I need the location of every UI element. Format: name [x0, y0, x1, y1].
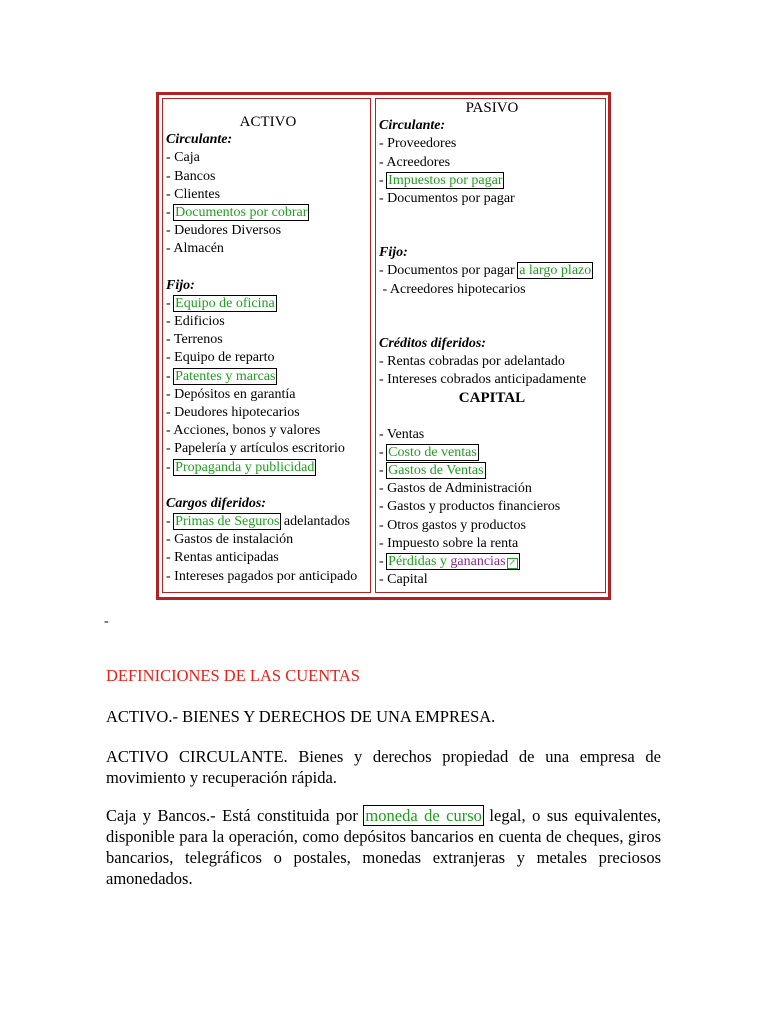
link-gastos-de-ventas[interactable]: Gastos de Ventas	[388, 463, 484, 479]
pasivo-creditos-label: Créditos diferidos:	[379, 335, 486, 351]
list-item: - Papelería y artículos escritorio	[166, 441, 345, 457]
activo-cargos-label: Cargos diferidos:	[166, 495, 266, 511]
list-item: - Deudores hipotecarios	[166, 405, 300, 421]
list-item: - Patentes y marcas	[166, 368, 276, 384]
list-item: - Gastos de Administración	[379, 481, 532, 497]
list-item: - Caja	[166, 150, 200, 166]
list-item: - Pérdidas y ganancias ↗	[379, 553, 605, 571]
list-item: - Intereses cobrados anticipadamente	[379, 372, 587, 388]
link-a-largo-plazo[interactable]: a largo plazo	[519, 263, 592, 279]
list-item: - Acreedores hipotecarios	[379, 281, 526, 297]
activo-column	[162, 98, 371, 593]
stray-dash: -	[104, 614, 109, 629]
capital-header: CAPITAL	[458, 390, 526, 407]
list-item: - Almacén	[166, 241, 224, 257]
list-item: - Bancos	[166, 168, 216, 184]
list-item: - Deudores Diversos	[166, 223, 282, 239]
list-item: - Gastos de Ventas	[379, 463, 484, 479]
list-item: - Impuestos por pagar	[379, 172, 503, 188]
activo-header: ACTIVO	[239, 114, 297, 130]
list-item: - Rentas cobradas por adelantado	[379, 354, 565, 370]
list-item: - Capital	[379, 572, 428, 588]
activo-circulante-label: Circulante:	[166, 132, 233, 148]
pasivo-circulante-label: Circulante:	[379, 118, 446, 134]
list-item: - Terrenos	[166, 332, 223, 348]
paragraph-caja-bancos: Caja y Bancos.- Está constituida por moneda de curso legal, o sus equivalentes, disponible para la operación, como depósitos bancarios en cuenta de cheques, giros bancarios, telegráficos o postales, monedas extranjeras y metales preciosos amonedados.	[106, 806, 661, 888]
list-item: - Gastos de instalación	[166, 532, 294, 548]
link-moneda-de-curso[interactable]: moneda de curso	[365, 806, 482, 825]
pasivo-fijo-label: Fijo:	[379, 245, 408, 261]
list-item: - Otros gastos y productos	[379, 517, 526, 533]
link-costo-de-ventas[interactable]: Costo de ventas	[388, 444, 477, 460]
list-item: - Impuesto sobre la renta	[379, 535, 519, 551]
external-link-icon: ↗	[507, 558, 518, 569]
link-patentes-y-marcas[interactable]: Patentes y marcas	[175, 368, 276, 384]
list-item: - Edificios	[166, 314, 225, 330]
link-equipo-de-oficina[interactable]: Equipo de oficina	[175, 295, 275, 311]
list-item: - Acciones, bonos y valores	[166, 423, 321, 439]
list-item: - Intereses pagados por anticipado	[166, 568, 358, 584]
link-impuestos-por-pagar[interactable]: Impuestos por pagar	[388, 172, 503, 188]
balance-table	[156, 92, 611, 600]
link-documentos-por-cobrar[interactable]: Documentos por cobrar	[175, 205, 308, 221]
link-primas-de-seguros[interactable]: Primas de Seguros	[175, 514, 280, 530]
list-item: - Equipo de reparto	[166, 350, 275, 366]
list-item: - Clientes	[166, 186, 221, 202]
pasivo-header: PASIVO	[465, 100, 519, 116]
list-item: - Documentos por cobrar	[166, 205, 308, 221]
list-item: - Equipo de oficina	[166, 295, 275, 311]
list-item: - Documentos por pagar a largo plazo	[379, 263, 592, 279]
section-title: DEFINICIONES DE LAS CUENTAS	[106, 666, 360, 685]
list-item: - Depósitos en garantía	[166, 386, 296, 402]
list-item: - Documentos por pagar	[379, 191, 515, 207]
list-item: - Costo de ventas	[379, 444, 477, 460]
paragraph-activo-circulante: ACTIVO CIRCULANTE. Bienes y derechos propiedad de una empresa de movimiento y recuperación rápida.	[106, 747, 661, 787]
pasivo-column	[375, 98, 606, 593]
link-perdidas-y-ganancias[interactable]: Pérdidas y ganancias ↗	[387, 554, 518, 569]
list-item: - Proveedores	[379, 136, 457, 152]
activo-fijo-label: Fijo:	[166, 277, 195, 293]
link-propaganda-y-publicidad[interactable]: Propaganda y publicidad	[175, 459, 315, 475]
list-item: - Rentas anticipadas	[166, 550, 279, 566]
list-item: - Gastos y productos financieros	[379, 499, 561, 515]
paragraph-activo: ACTIVO.- BIENES Y DERECHOS DE UNA EMPRESA.	[106, 707, 496, 726]
list-item: - Primas de Seguros adelantados	[166, 514, 350, 530]
list-item: - Acreedores	[379, 154, 451, 170]
list-item: - Propaganda y publicidad	[166, 459, 315, 475]
list-item: - Ventas	[379, 426, 425, 442]
